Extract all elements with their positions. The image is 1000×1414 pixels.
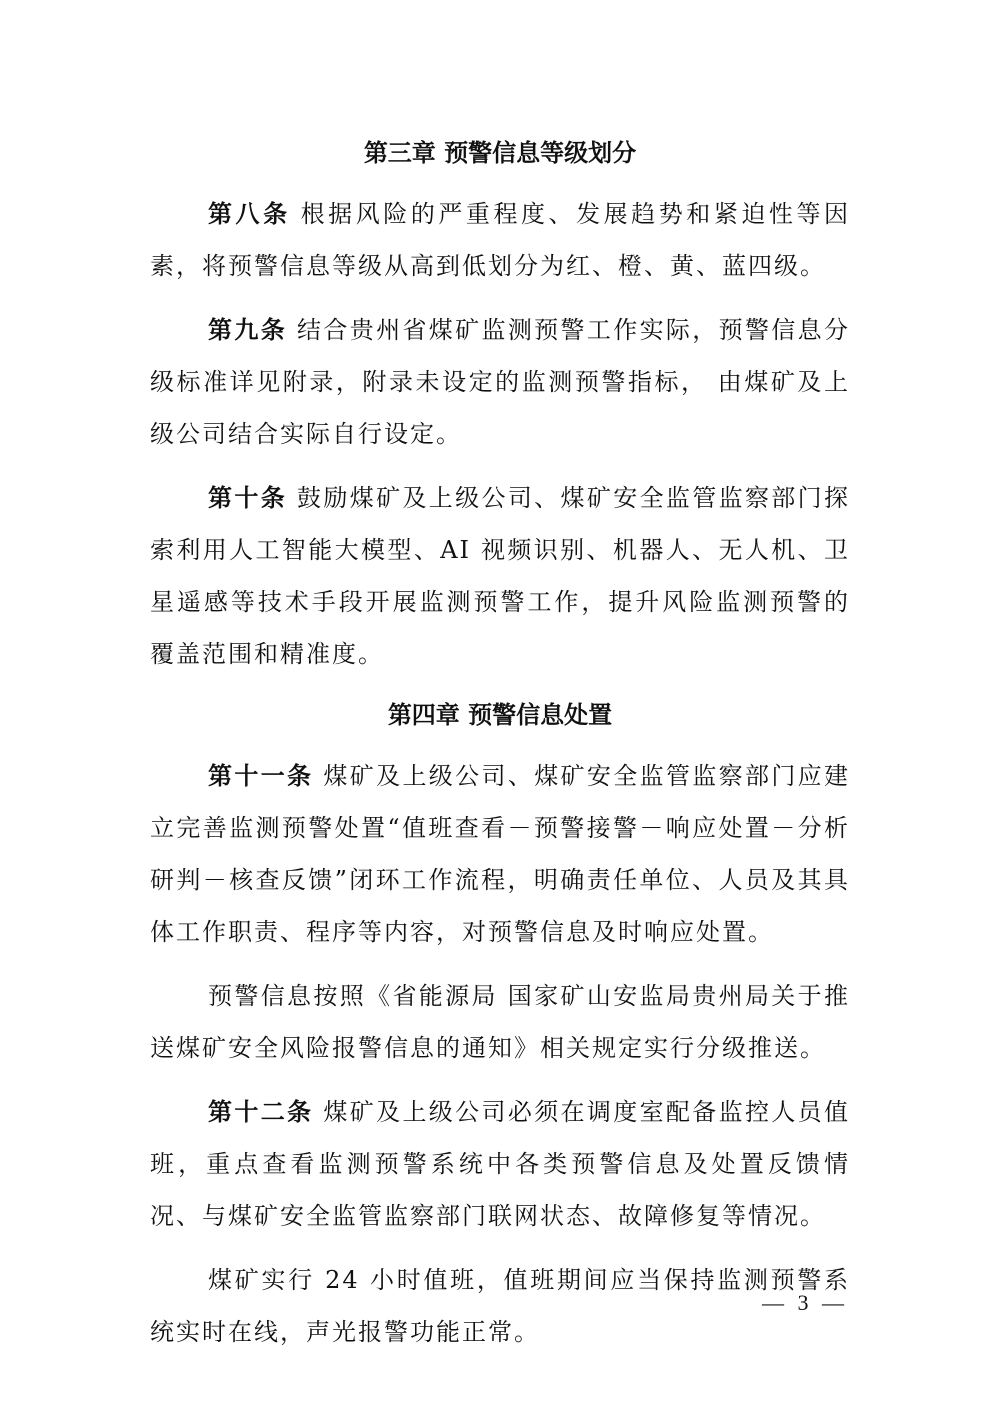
article-9-title: 第九条	[208, 316, 288, 344]
page-number: — 3 —	[762, 1290, 848, 1315]
article-11	[150, 750, 850, 958]
article-9	[150, 304, 850, 460]
article-11-title: 第十一条	[208, 762, 314, 790]
article-8	[150, 188, 850, 292]
article-11-paragraph-2: 预警信息按照《省能源局 国家矿山安监局贵州局关于推送煤矿安全风险报警信息的通知》相关规定实行分级推送。	[150, 982, 850, 1062]
article-8-title: 第八条	[208, 200, 291, 228]
article-10-text: 鼓励煤矿及上级公司、煤矿安全监管监察部门探索利用人工智能大模型、AI 视频识别、机器人、无人机、卫星遥感等技术手段开展监测预警工作，提升风险监测预警的覆盖范围和精准度。	[150, 484, 851, 668]
article-11-text: 煤矿及上级公司、煤矿安全监管监察部门应建立完善监测预警处置“值班查看－预警接警－响应处置－分析研判－核查反馈”闭环工作流程，明确责任单位、人员及其具体工作职责、程序等内容，对预警信息及时响应处置。	[150, 762, 851, 946]
article-10-title: 第十条	[208, 484, 288, 512]
article-8-text: 根据风险的严重程度、发展趋势和紧迫性等因素，将预警信息等级从高到低划分为红、橙、黄、蓝四级。	[150, 200, 851, 280]
document-page	[150, 118, 850, 1358]
article-12	[150, 1086, 850, 1242]
article-12-paragraph-2: 煤矿实行 24 小时值班，值班期间应当保持监测预警系统实时在线，声光报警功能正常。	[150, 1266, 850, 1346]
article-12-text: 煤矿及上级公司必须在调度室配备监控人员值班，重点查看监测预警系统中各类预警信息及处置反馈情况、与煤矿安全监管监察部门联网状态、故障修复等情况。	[150, 1098, 851, 1230]
chapter-3-heading: 第三章 预警信息等级划分	[363, 139, 637, 167]
article-12-title: 第十二条	[208, 1098, 314, 1126]
chapter-4-heading: 第四章 预警信息处置	[387, 701, 613, 729]
article-10	[150, 472, 850, 680]
article-9-text: 结合贵州省煤矿监测预警工作实际，预警信息分级标准详见附录，附录未设定的监测预警指标， 由煤矿及上级公司结合实际自行设定。	[150, 316, 851, 448]
